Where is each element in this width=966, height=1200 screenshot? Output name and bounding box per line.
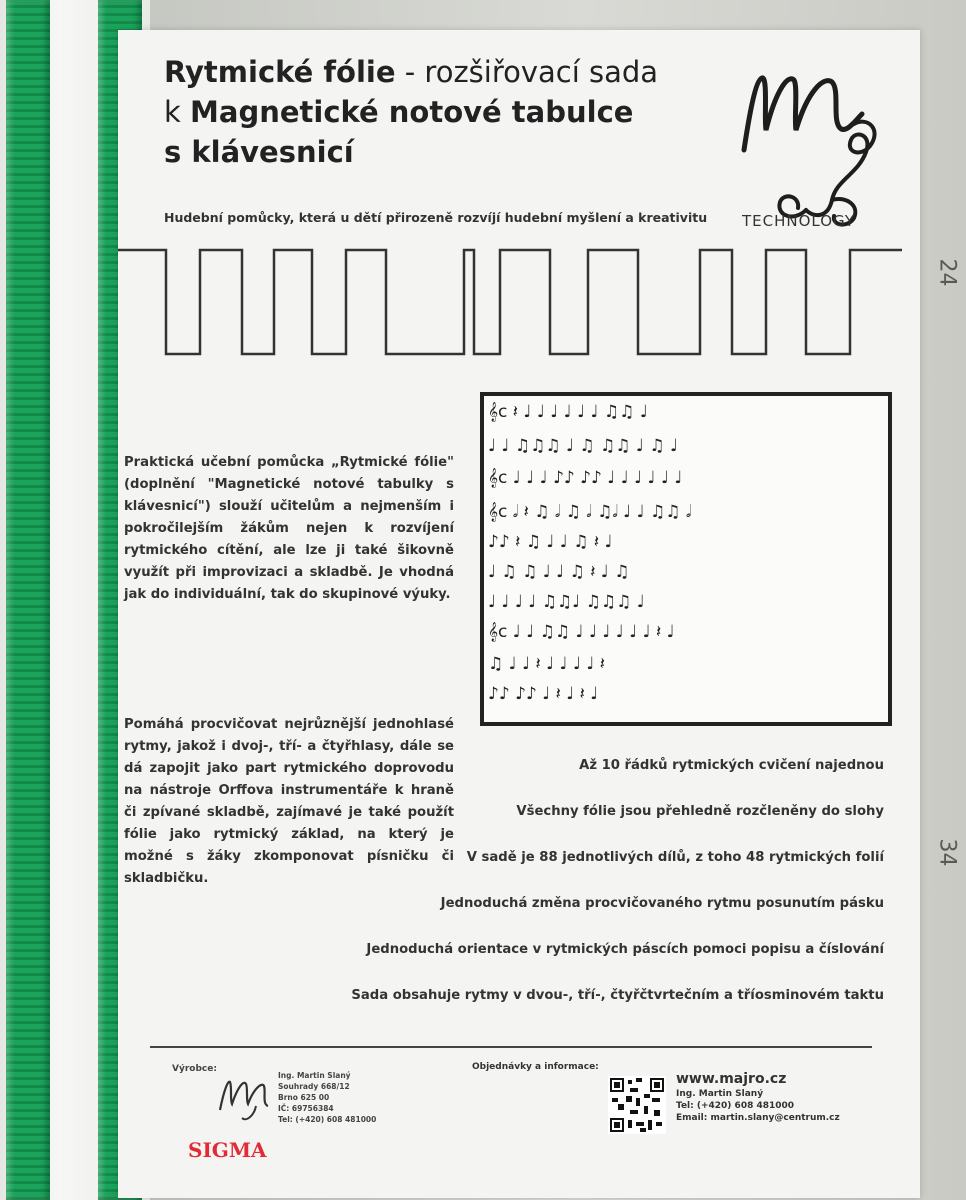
footer-divider xyxy=(150,1046,872,1048)
rhythm-row: ♫ ♩ ♩ 𝄽 ♩ ♩ ♩ ♩ 𝄽 xyxy=(488,654,605,674)
feature-list xyxy=(324,758,884,1034)
vyrobce-label: Výrobce: xyxy=(172,1064,217,1074)
side-page-number-bottom: 34 xyxy=(934,838,960,867)
qr-code-icon xyxy=(608,1076,666,1134)
second-paragraph: Pomáhá procvičovat nejrůznější jednohlasé rytmy, jakož i dvoj-, tří- a čtyřhlasy, dále se dá zapojit jako part rytmického doprovodu na nástroje Orffova instrumentáře k hraně či zpívané skladbě, zajímavé je také použít fólie jako rytmický základ, na který je možné s žáky zkomponovat písničku či skladbičku. xyxy=(124,717,454,886)
rhythm-row: 𝄞c 𝄽 ♩ ♩ ♩ ♩ ♩ ♩ ♫♫ ♩ xyxy=(488,402,648,422)
contact-email[interactable]: Email: martin.slany@centrum.cz xyxy=(676,1113,840,1123)
rhythm-row: ♩ ♩ ♫♫♫ ♩ ♫ ♫♫ ♩ ♫ ♩ xyxy=(488,436,679,456)
intro-paragraph: Praktická učební pomůcka „Rytmické fólie" (doplnění "Magnetické notové tabulky s klávesnicí") slouží učitelům a nejmenším i pokročilejším žákům nejen k rozvíjení rytmického cítění, ale lze ji také šikovně využít při improvizaci a skladbě. Je vhodná jak do individuální, tak do skupinové výuky. xyxy=(124,455,454,602)
website-link[interactable]: www.majro.cz xyxy=(676,1071,787,1087)
sigma-brand: SIGMA xyxy=(188,1138,267,1162)
rhythm-row: 𝄞c ♩ ♩ ♫♫ ♩ ♩ ♩ ♩ ♩ ♩ 𝄽 ♩ xyxy=(488,622,675,642)
feature-item: Až 10 řádků rytmických cvičení najednou xyxy=(579,758,884,773)
manufacturer-line: Brno 625 00 xyxy=(278,1093,330,1102)
title-part-4: Magnetické notové tabulce xyxy=(190,95,634,129)
title-part-3: k xyxy=(164,95,191,129)
feature-item: Sada obsahuje rytmy v dvou-, tří-, čtyřčtvrtečním a tříosminovém taktu xyxy=(351,988,884,1003)
rhythm-strip-outline xyxy=(118,242,920,372)
small-majro-logo-icon xyxy=(216,1070,276,1130)
rhythm-row: ♩ ♫ ♫ ♩ ♩ ♫ 𝄽 ♩ ♫ xyxy=(488,562,630,582)
logo-text: TECHNOLOGY xyxy=(742,212,856,230)
rhythm-row: 𝄞c 𝅗𝅥 𝄽 ♫ 𝅗𝅥 ♫ 𝅗𝅥 ♫𝅗𝅥 ♩ ♩ ♫♫ 𝅗𝅥 xyxy=(488,502,692,522)
flyer-page xyxy=(118,30,920,1198)
rhythm-row: ♪♪ 𝄽 ♫ ♩ ♩ ♫ 𝄽 ♩ xyxy=(488,532,613,552)
manufacturer-line: Souhrady 668/12 xyxy=(278,1082,350,1091)
title-part-2: - rozšiřovací sada xyxy=(395,55,659,89)
feature-item: V sadě je 88 jednotlivých dílů, z toho 48 rytmických folií xyxy=(466,850,884,865)
title-part-5: s klávesnicí xyxy=(164,135,354,169)
feature-item: Jednoduchá změna procvičovaného rytmu posunutím pásku xyxy=(440,896,884,911)
document-title xyxy=(164,52,724,172)
contact-line: Ing. Martin Slaný xyxy=(676,1089,764,1099)
subtitle: Hudební pomůcky, která u dětí přirozeně rozvíjí hudební myšlení a kreativitu xyxy=(164,210,708,225)
manufacturer-line: Tel: (+420) 608 481000 xyxy=(278,1115,377,1124)
rhythm-sheet-image xyxy=(480,392,892,726)
manufacturer-address xyxy=(278,1070,376,1125)
binder-spine-left-strip xyxy=(6,0,50,1200)
manufacturer-line: Ing. Martin Slaný xyxy=(278,1071,351,1080)
feature-item: Jednoduchá orientace v rytmických páscích pomoci popisu a číslování xyxy=(366,942,884,957)
side-page-number-top: 24 xyxy=(934,258,960,287)
orders-label: Objednávky a informace: xyxy=(472,1062,599,1072)
contact-info xyxy=(676,1070,840,1124)
feature-item: Všechny fólie jsou přehledně rozčleněny do slohy xyxy=(516,804,884,819)
contact-line: Tel: (+420) 608 481000 xyxy=(676,1101,795,1111)
title-part-1: Rytmické fólie xyxy=(164,55,396,89)
rhythm-row: ♩ ♩ ♩ ♩ ♫♫♩ ♫♫♫ ♩ xyxy=(488,592,645,612)
manufacturer-line: IČ: 69756384 xyxy=(278,1104,334,1113)
rhythm-row: ♪♪ ♪♪ ♩ 𝄽 ♩ 𝄽 ♩ xyxy=(488,684,599,704)
rhythm-row: 𝄞c ♩ ♩ ♩ ♪♪ ♪♪ ♩ ♩ ♩ ♩ ♩ ♩ xyxy=(488,468,683,488)
